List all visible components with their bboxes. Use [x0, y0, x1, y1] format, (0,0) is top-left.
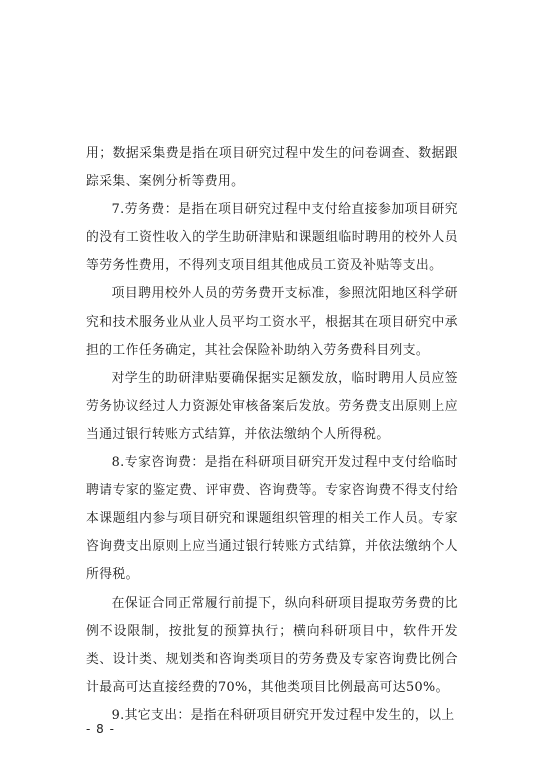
paragraph-data-collection-fee-continuation: 用；数据采集费是指在项目研究过程中发生的问卷调查、数据跟踪采集、案例分析等费用。	[86, 146, 458, 190]
paragraph-expert-consulting-fee: 8.专家咨询费：是指在科研项目研究开发过程中支付给临时聘请专家的鉴定费、评审费、咨询费等。专家咨询费不得支付给本课题组内参与项目研究和课题组织管理的相关工作人员。专家咨询费支出原则上应当通过银行转账方式结算，并依法缴纳个人所得税。	[86, 455, 458, 583]
paragraph-labor-fee: 7.劳务费：是指在项目研究过程中支付给直接参加项目研究的没有工资性收入的学生助研津贴和课题组临时聘用的校外人员等劳务性费用，不得列支项目组其他成员工资及补贴等支出。	[86, 202, 458, 274]
document-body	[86, 140, 458, 730]
paragraph-labor-fee-ratio: 在保证合同正常履行前提下，纵向科研项目提取劳务费的比例不设限制，按批复的预算执行；横向科研项目中，软件开发类、设计类、规划类和咨询类项目的劳务费及专家咨询费比例合计最高可达直接经费的70%，其他类项目比例最高可达50%。	[86, 595, 458, 695]
paragraph-student-stipend: 对学生的助研津贴要确保据实足额发放，临时聘用人员应签劳务协议经过人力资源处审核备案后发放。劳务费支出原则上应当通过银行转账方式结算，并依法缴纳个人所得税。	[86, 370, 458, 442]
paragraph-other-expenses: 9.其它支出：是指在科研项目研究开发过程中发生的，以上	[111, 707, 455, 723]
page-number: - 8 -	[86, 722, 115, 736]
paragraph-external-staff-pay-standard: 项目聘用校外人员的劳务费开支标准，参照沈阳地区科学研究和技术服务业从业人员平均工资水平，根据其在项目研究中承担的工作任务确定，其社会保险补助纳入劳务费科目列支。	[86, 286, 458, 358]
